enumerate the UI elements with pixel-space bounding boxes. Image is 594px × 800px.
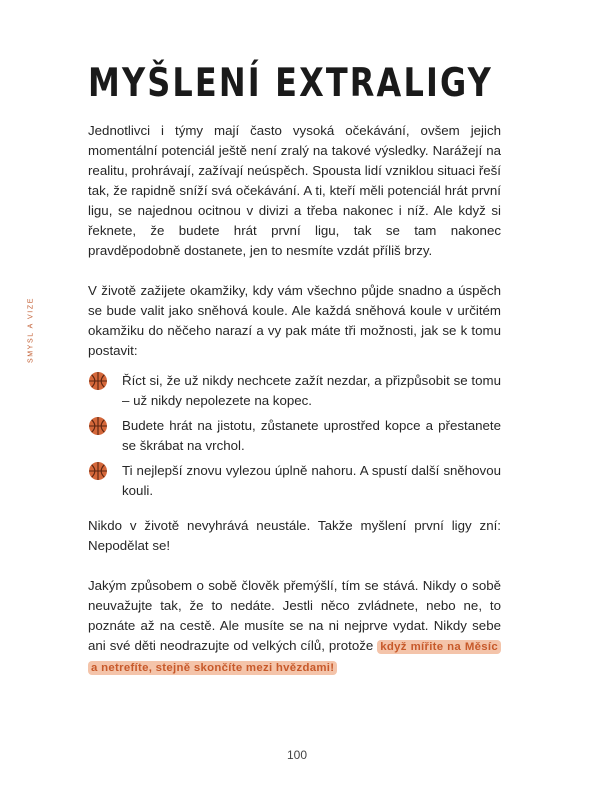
list-item xyxy=(88,371,501,411)
list-item-text: Ti nejlepší znovu vylezou úplně nahoru. A spustí další sněhovou kouli. xyxy=(122,463,501,498)
list-item-text: Říct si, že už nikdy nechcete zažít nezdar, a přizpůsobit se tomu – už nikdy nepolezete na kopec. xyxy=(122,373,501,408)
paragraph-final-text: Jakým způsobem o sobě člověk přemýšlí, tím se stává. Nikdy o sobě neuvažujte tak, že to nedáte. Jestli něco zvládnete, nebo ne, to poznáte až na cestě. Ale musíte se na ni nejprve vydat. Nikdy sebe ani své děti neodrazujte od velkých cílů, protože xyxy=(88,578,501,653)
body-text xyxy=(88,121,501,678)
paragraph-final xyxy=(88,576,501,678)
paragraph-conclusion: Nikdo v životě nevyhrává neustále. Takže myšlení první ligy zní: Nepodělat se! xyxy=(88,518,501,553)
highlighted-quote: když mířite na Měsíc a netrefíte, stejně skončíte mezi hvězdami! xyxy=(88,640,501,675)
page-number: 100 xyxy=(286,748,308,762)
paragraph-intro: Jednotlivci i týmy mají často vysoká očekávání, ovšem jejich momentální potenciál ještě není zralý na takové výsledky. Narážejí na realitu, prohrávají, zažívají neúspěch. Spousta lidí vzniklou situaci řeší tak, že rapidně sníží svá očekávání. A ti, kteří měli potenciál hrát první ligu, se najednou ocitnou v divizi a třeba nakonec i níž. Ale když si řeknete, že budete hrát první ligu, tak se tam nakonec pravděpodobně dostanete, jen to nesmíte vzdát příliš brzy. xyxy=(88,123,501,258)
options-list xyxy=(88,371,501,501)
basketball-icon xyxy=(88,461,108,481)
paragraph-snowball: V životě zažijete okamžiky, kdy vám všechno půjde snadno a úspěch se bude valit jako sněhová koule. Ale každá sněhová koule v určitém okamžiku do něčeho narazí a vy pak máte tři možnosti, jak se k tomu postavit: xyxy=(88,283,501,358)
basketball-icon xyxy=(88,416,108,436)
page-title: MYŠLENÍ EXTRALIGY xyxy=(88,61,493,106)
list-item xyxy=(88,416,501,456)
basketball-icon xyxy=(88,371,108,391)
list-item xyxy=(88,461,501,501)
list-item-text: Budete hrát na jistotu, zůstanete uprostřed kopce a přestanete se škrábat na vrchol. xyxy=(122,418,501,453)
side-section-label: SMYSL A VIZE xyxy=(27,296,35,364)
